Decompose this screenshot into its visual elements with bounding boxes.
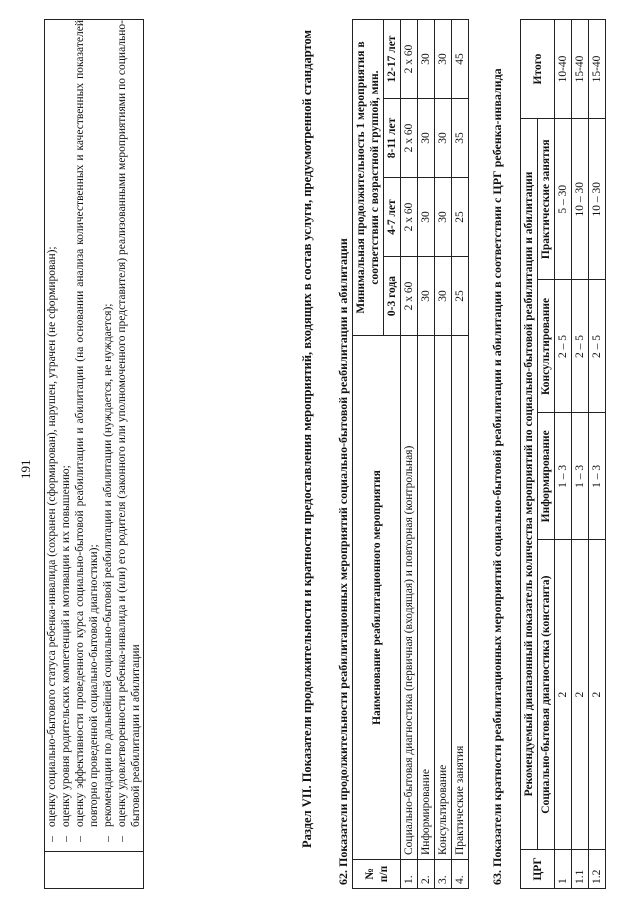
table-row: 3. Консультирование 30 30 30 30: [435, 20, 452, 889]
table62-head-num: № п/п: [353, 860, 401, 889]
table62: [352, 19, 469, 889]
table63-head-total: Итого: [521, 20, 555, 119]
list-item: – оценку эффективности проведенного курса социально-бытовой реабилитации и абилитации (на основании анализа количественных и качественных показателей повторно проведенной социально-бытовой диагностики);: [74, 20, 100, 842]
table63-col-3: Практические занятия: [538, 119, 555, 280]
table63-caption: 63. Показатели кратности реабилитационных мероприятий социально-бытовой реабилитации и абилитации в соответствии с ЦРГ ребенка-инвалида: [490, 68, 504, 885]
table62-age-1: 4-7 лет: [384, 178, 401, 257]
table-row: 1. Социально-бытовая диагностика (первичная (входящая) и повторная (контрольная) 2 х 60 2 х 60 2 х 60 2 х 60: [401, 20, 418, 889]
continuation-table: [44, 19, 144, 889]
table-row: 1.2 2 1 – 3 2 – 5 10 – 30 15-40: [589, 20, 606, 889]
table62-age-0: 0-3 года: [384, 257, 401, 336]
table-row: 1 2 1 – 3 2 – 5 5 – 30 10-40: [555, 20, 572, 889]
table-row: 2. Информирование 30 30 30 30: [418, 20, 435, 889]
table63-head-group: Рекомендуемый диапазонный показатель количества мероприятий по социально-бытовой реабилитации и абилитации: [521, 119, 538, 850]
list-item: – оценку уровня родительских компетенций и мотивации к их повышению;: [60, 465, 72, 842]
table62-age-2: 8-11 лет: [384, 99, 401, 178]
table63-col-1: Информирование: [538, 413, 555, 540]
table63-col-2: Консультирование: [538, 280, 555, 413]
list-item: – оценку удовлетворенности ребенка-инвалида и (или) его родителя (законного или уполномоченного представителя) реализованными мероприятиями по социально-бытовой реабилитации и абилитации: [116, 20, 142, 842]
table63-head-crg: ЦРГ: [521, 850, 555, 889]
table63: [520, 19, 606, 889]
table63-col-0: Социально-бытовая диагностика (константа): [538, 540, 555, 850]
page-number: 191: [18, 459, 33, 479]
table62-caption: 62. Показатели продолжительности реабилитационных мероприятий социально-бытовой реабилитации и абилитации: [336, 238, 350, 885]
table62-head-name: Наименование реабилитационного мероприятия: [353, 336, 401, 860]
table62-age-3: 12-17 лет: [384, 20, 401, 99]
list-item: – рекомендации по дальнейшей социально-бытовой реабилитации и абилитации (нуждается, не нуждается);: [102, 303, 114, 842]
table-row: 4. Практические занятия 25 25 35 45: [452, 20, 469, 889]
table-row: 1.1 2 1 – 3 2 – 5 10 – 30 15-40: [572, 20, 589, 889]
section-title: Раздел VII. Показатели продолжительности и кратности предоставления мероприятий, входящих в состав услуги, предусмотренной стандартом: [300, 30, 314, 848]
continuation-items-cell: [45, 20, 144, 852]
table62-head-group: Минимальная продолжительность 1 мероприятия в соответствии с возрастной группой, мин.: [353, 20, 384, 336]
list-item: – оценку социально-бытового статуса ребенка-инвалида (сохранен (сформирован), нарушен, утрачен (не сформирован);: [46, 246, 58, 842]
continuation-lead-cell: [45, 852, 144, 889]
